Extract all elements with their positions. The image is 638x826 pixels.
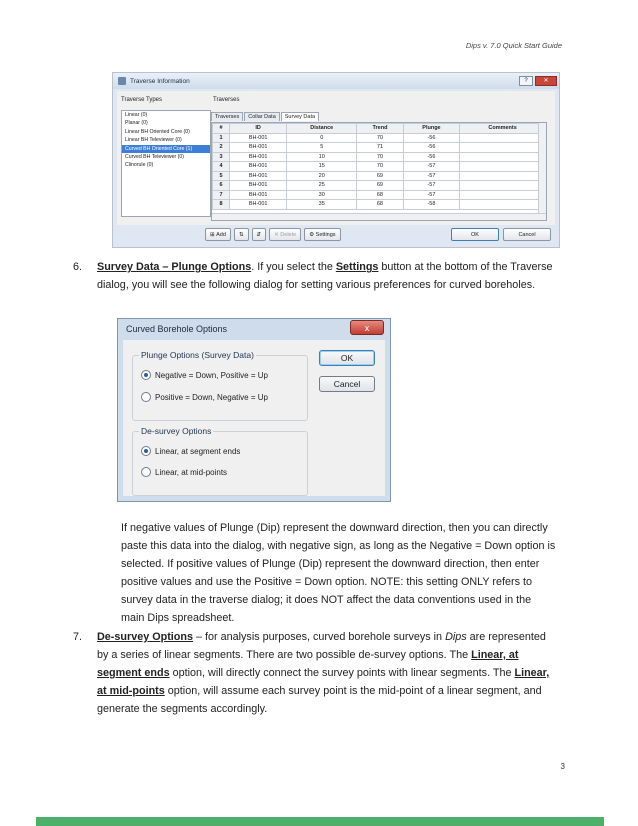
table-cell[interactable]: 8: [213, 200, 230, 210]
table-cell[interactable]: 4: [213, 162, 230, 172]
list-item[interactable]: Linear BH Oriented Core (0): [125, 128, 190, 135]
table-cell[interactable]: BH-001: [230, 143, 287, 153]
dialog-title-bar: [113, 73, 559, 89]
ok-button[interactable]: OK: [319, 350, 375, 366]
tab-traverses[interactable]: Traverses: [211, 112, 243, 121]
table-row[interactable]: [213, 181, 546, 191]
survey-table: [212, 123, 546, 210]
horizontal-scrollbar[interactable]: [212, 213, 546, 220]
table-cell[interactable]: BH-001: [230, 190, 287, 200]
dips-term: Dips: [445, 631, 467, 643]
list-item-7: 7. De-survey Options – for analysis purposes, curved borehole surveys in Dips are represented by a series of linear segments. There are two possible de-survey options. The Linear, at segment ends option, will directly connect the survey points with linear segments. The Linear, at mid-points option, will assume each survey point is the mid-point of a linear segment, and generate the segments accordingly.: [97, 628, 557, 718]
table-cell[interactable]: 5: [213, 171, 230, 181]
dialog-title: Traverse Information: [130, 77, 190, 85]
settings-term: Settings: [335, 261, 379, 273]
dialog-title: Curved Borehole Options: [126, 324, 228, 334]
vertical-scrollbar[interactable]: [538, 123, 546, 220]
table-cell[interactable]: [460, 171, 546, 181]
table-cell[interactable]: BH-001: [230, 200, 287, 210]
add-button[interactable]: ⊞ Add: [205, 228, 231, 241]
radio-selected-icon: [141, 446, 151, 456]
add-icon: ⊞: [210, 231, 217, 238]
traverse-types-list[interactable]: [121, 110, 211, 217]
table-cell[interactable]: 68: [357, 200, 404, 210]
tab-survey-data[interactable]: Survey Data: [281, 112, 319, 121]
table-cell[interactable]: 25: [287, 181, 357, 191]
page-number: 3: [560, 762, 565, 771]
table-cell[interactable]: 10: [287, 152, 357, 162]
table-cell[interactable]: -56: [403, 133, 459, 143]
curved-borehole-options-dialog: [117, 318, 391, 502]
item-heading: De-survey Options: [97, 631, 193, 643]
table-cell[interactable]: 7: [213, 190, 230, 200]
radio-positive-down[interactable]: Positive = Down, Negative = Up: [141, 392, 268, 402]
column-header[interactable]: Plunge: [403, 124, 459, 134]
list-item[interactable]: Planar (0): [125, 120, 148, 127]
table-cell[interactable]: BH-001: [230, 171, 287, 181]
app-icon: [118, 77, 126, 85]
table-cell[interactable]: 68: [357, 190, 404, 200]
radio-icon: [141, 467, 151, 477]
table-row[interactable]: [213, 133, 546, 143]
delete-button[interactable]: ✕ Delete: [269, 228, 301, 241]
settings-button[interactable]: ⚙ Settings: [304, 228, 340, 241]
table-cell[interactable]: BH-001: [230, 152, 287, 162]
column-header[interactable]: ID: [230, 124, 287, 134]
table-cell[interactable]: -58: [403, 200, 459, 210]
group-label: Plunge Options (Survey Data): [141, 350, 254, 360]
plunge-explanation-paragraph: If negative values of Plunge (Dip) represent the downward direction, then you can directly paste this data into the dialog, with negative sign, as long as the Negative = Down option is selected. If positive values of Plunge (Dip) represent the downward direction, then enter positive values and use the Positive = Down option. NOTE: this setting ONLY refers to survey data in the traverse dialog; it does NOT affect the data conventions used in the main Dips spreadsheet.: [121, 522, 556, 624]
table-cell[interactable]: [460, 190, 546, 200]
table-cell[interactable]: 0: [287, 133, 357, 143]
close-button[interactable]: ✕: [535, 76, 557, 86]
list-item-selected[interactable]: Curved BH Oriented Core (1): [122, 145, 210, 153]
table-cell[interactable]: [460, 143, 546, 153]
list-item[interactable]: Clinorule (0): [125, 162, 154, 169]
table-cell[interactable]: 1: [213, 133, 230, 143]
traverse-information-dialog: [112, 72, 560, 248]
running-header: Dips v. 7.0 Quick Start Guide: [465, 41, 562, 50]
table-cell[interactable]: 35: [287, 200, 357, 210]
table-cell[interactable]: 69: [357, 181, 404, 191]
help-button[interactable]: ?: [519, 76, 533, 86]
table-cell[interactable]: [460, 200, 546, 210]
survey-data-grid[interactable]: [211, 122, 547, 221]
table-cell[interactable]: -56: [403, 152, 459, 162]
gear-icon: ⚙: [309, 231, 316, 238]
list-item-6: 6. Survey Data – Plunge Options. If you select the Settings button at the bottom of the Traverse dialog, you will see the following dialog for setting various preferences for curved boreholes.: [97, 258, 557, 294]
table-cell[interactable]: 5: [287, 143, 357, 153]
table-cell[interactable]: 69: [357, 171, 404, 181]
table-cell[interactable]: -56: [403, 143, 459, 153]
traverse-types-label: Traverse Types: [121, 97, 163, 103]
table-cell[interactable]: 30: [287, 190, 357, 200]
radio-icon: [141, 392, 151, 402]
close-button[interactable]: x: [350, 320, 384, 335]
group-label: De-survey Options: [141, 426, 212, 436]
column-header[interactable]: Trend: [357, 124, 404, 134]
table-row[interactable]: [213, 162, 546, 172]
table-row[interactable]: [213, 200, 546, 210]
radio-mid-points[interactable]: Linear, at mid-points: [141, 467, 227, 477]
radio-segment-ends[interactable]: Linear, at segment ends: [141, 446, 240, 456]
table-row[interactable]: [213, 190, 546, 200]
table-cell[interactable]: BH-001: [230, 162, 287, 172]
table-cell[interactable]: [460, 133, 546, 143]
table-cell[interactable]: 15: [287, 162, 357, 172]
table-cell[interactable]: 2: [213, 143, 230, 153]
table-cell[interactable]: BH-001: [230, 133, 287, 143]
table-cell[interactable]: 3: [213, 152, 230, 162]
table-cell[interactable]: -57: [403, 162, 459, 172]
list-item[interactable]: Linear (0): [125, 112, 148, 118]
move-row-button[interactable]: ⇵: [252, 228, 267, 241]
item-heading: Survey Data – Plunge Options: [97, 261, 252, 273]
desurvey-options-group: [132, 426, 308, 496]
dialog-body: [117, 91, 555, 225]
table-cell[interactable]: 6: [213, 181, 230, 191]
table-row[interactable]: [213, 143, 546, 153]
tab-strip: [211, 112, 320, 121]
cancel-button[interactable]: Cancel: [503, 228, 551, 241]
footer-bar: [36, 817, 604, 826]
column-header[interactable]: Distance: [287, 124, 357, 134]
column-header[interactable]: #: [213, 124, 230, 134]
table-cell[interactable]: BH-001: [230, 181, 287, 191]
table-cell[interactable]: [460, 162, 546, 172]
table-cell[interactable]: 70: [357, 133, 404, 143]
table-cell[interactable]: [460, 181, 546, 191]
delete-icon: ✕: [274, 231, 281, 238]
table-cell[interactable]: -57: [403, 181, 459, 191]
table-cell[interactable]: 71: [357, 143, 404, 153]
tab-collar-data[interactable]: Collar Data: [244, 112, 280, 121]
table-cell[interactable]: 70: [357, 152, 404, 162]
column-header[interactable]: Comments: [460, 124, 546, 134]
list-item[interactable]: Curved BH Televiewer (0): [125, 154, 185, 161]
grid-toolbar: [205, 228, 341, 241]
option-2-term: Linear, at mid-points: [97, 667, 550, 697]
cancel-button[interactable]: Cancel: [319, 376, 375, 392]
ok-button[interactable]: OK: [451, 228, 499, 241]
list-item[interactable]: Linear BH Televiewer (0): [125, 137, 182, 144]
traverses-label: Traverses: [213, 97, 240, 103]
option-1-term: Linear, at segment ends: [97, 649, 519, 679]
table-cell[interactable]: 20: [287, 171, 357, 181]
plunge-options-group: [132, 350, 308, 421]
table-cell[interactable]: -57: [403, 171, 459, 181]
radio-selected-icon: [141, 370, 151, 380]
table-row[interactable]: [213, 152, 546, 162]
insert-row-button[interactable]: ⇅: [234, 228, 249, 241]
radio-negative-down[interactable]: Negative = Down, Positive = Up: [141, 370, 268, 380]
item-number: 6.: [73, 261, 83, 273]
table-row[interactable]: [213, 171, 546, 181]
dialog-body: [123, 340, 385, 496]
table-cell[interactable]: -57: [403, 190, 459, 200]
table-cell[interactable]: 70: [357, 162, 404, 172]
item-number: 7.: [73, 631, 83, 643]
table-cell[interactable]: [460, 152, 546, 162]
